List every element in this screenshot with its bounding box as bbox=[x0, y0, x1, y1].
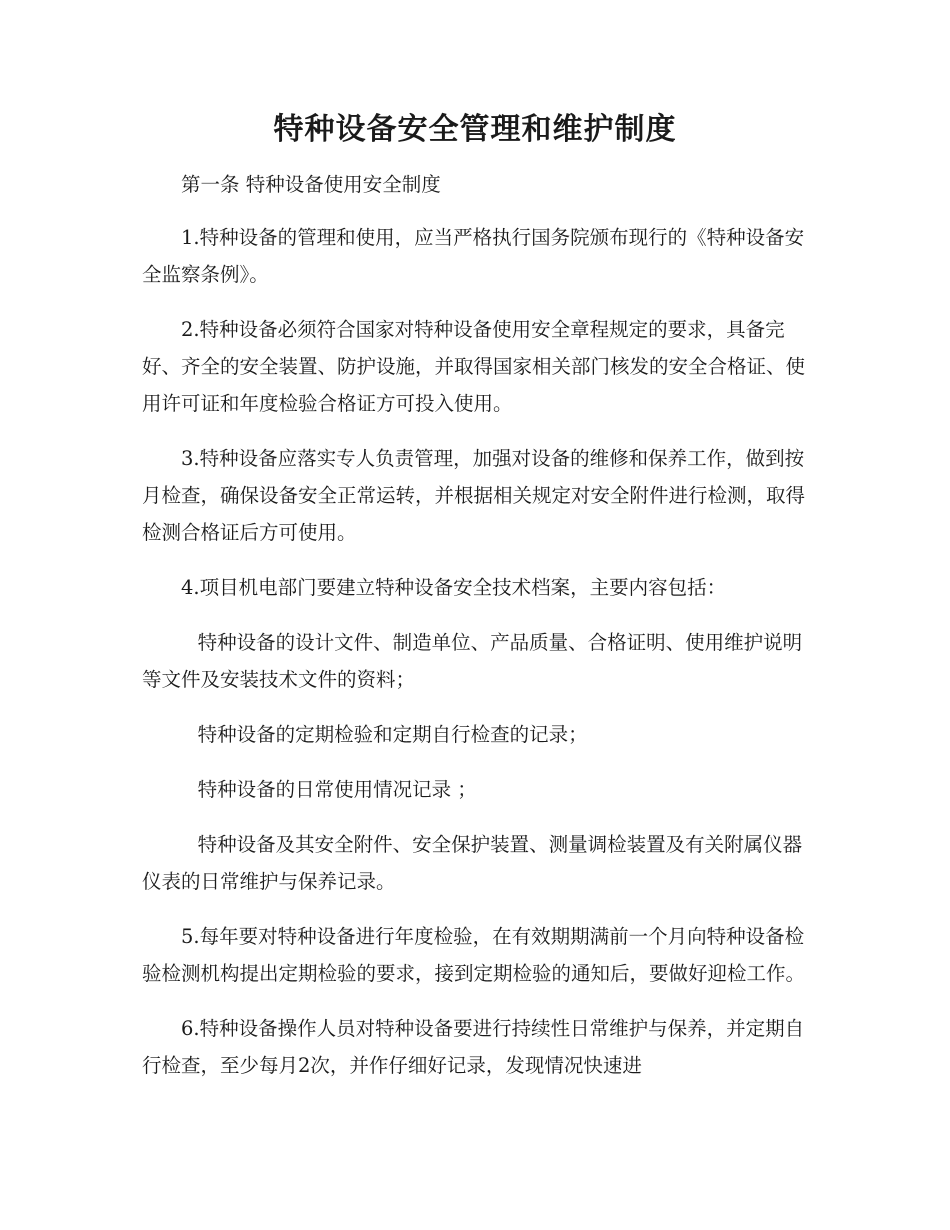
paragraph-subitem-design-files: 特种设备的设计文件、制造单位、产品质量、合格证明、使用维护说明等文件及安装技术文件的资料； bbox=[142, 631, 803, 691]
paragraph-item-3: 3.特种设备应落实专人负责管理，加强对设备的维修和保养工作，做到按月检查，确保设备安全正常运转，并根据相关规定对安全附件进行检测，取得检测合格证后方可使用。 bbox=[142, 447, 806, 544]
section-heading: 第一条 特种设备使用安全制度 bbox=[181, 173, 441, 196]
paragraph-item-4: 4.项目机电部门要建立特种设备安全技术档案，主要内容包括： bbox=[181, 576, 727, 599]
paragraph-subitem-inspection-records: 特种设备的定期检验和定期自行检查的记录； bbox=[197, 723, 588, 746]
paragraph-item-1: 1.特种设备的管理和使用，应当严格执行国务院颁布现行的《特种设备安全监察条例》。 bbox=[142, 226, 805, 286]
paragraph-item-6: 6.特种设备操作人员对特种设备要进行持续性日常维护与保养，并定期自行检查，至少每月2次，并作仔细好记录，发现情况快速进 bbox=[142, 1017, 805, 1077]
paragraph-subitem-daily-usage: 特种设备的日常使用情况记录 ； bbox=[197, 778, 477, 801]
paragraph-item-5: 5.每年要对特种设备进行年度检验，在有效期期满前一个月向特种设备检验检测机构提出定期检验的要求，接到定期检验的通知后，要做好迎检工作。 bbox=[142, 925, 806, 985]
document-body bbox=[142, 166, 812, 1102]
paragraph-subitem-maintenance-records: 特种设备及其安全附件、安全保护装置、测量调检装置及有关附属仪器仪表的日常维护与保养记录。 bbox=[142, 833, 803, 893]
document-title: 特种设备安全管理和维护制度 bbox=[273, 112, 677, 147]
paragraph-item-2: 2.特种设备必须符合国家对特种设备使用安全章程规定的要求，具备完好、齐全的安全装置、防护设施，并取得国家相关部门核发的安全合格证、使用许可证和年度检验合格证方可投入使用。 bbox=[142, 318, 806, 415]
